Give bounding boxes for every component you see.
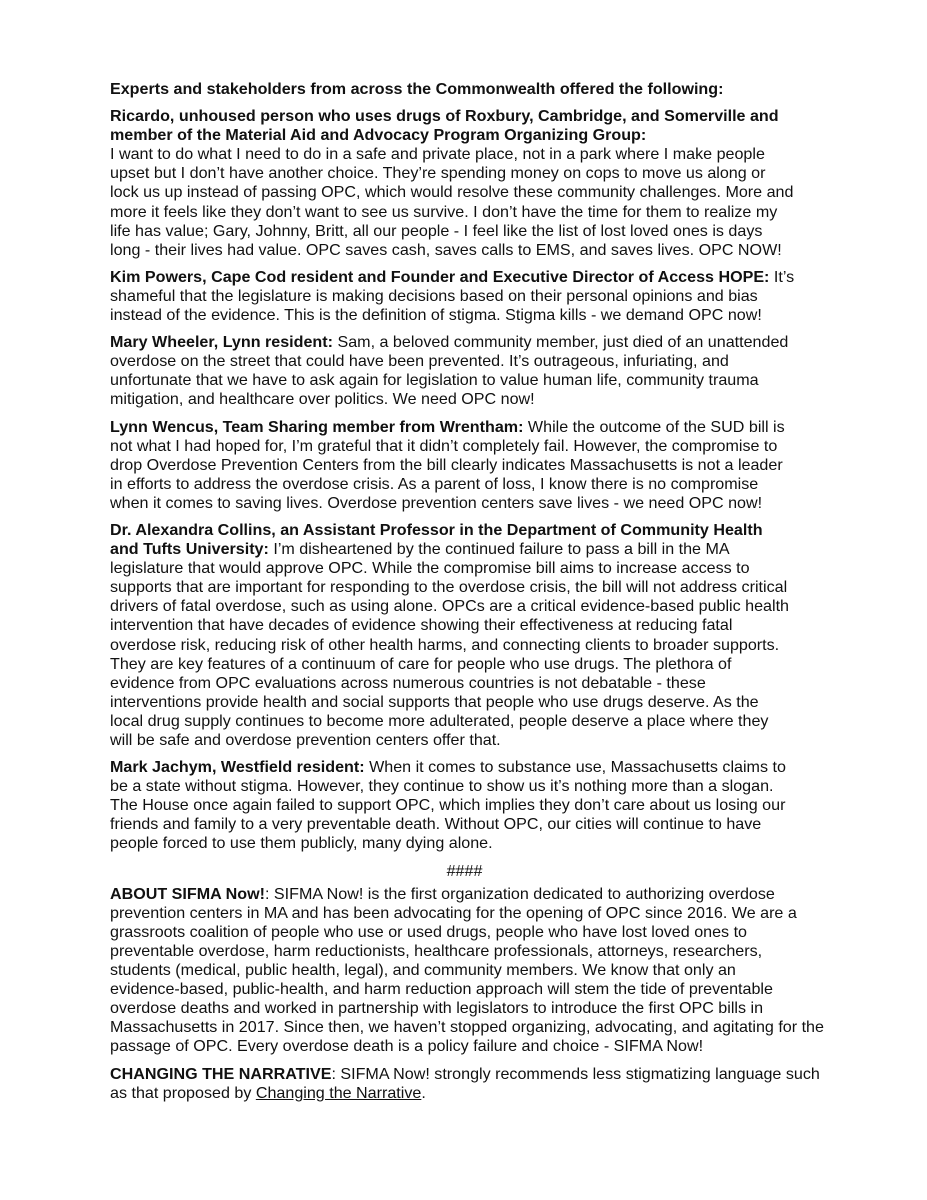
statement-line: I want to do what I need to do in a safe and private place, not in a park where I make people — [110, 145, 765, 164]
statement-line: when it comes to saving lives. Overdose prevention centers save lives - we need OPC now! — [110, 493, 763, 512]
statement-line: life has value; Gary, Johnny, Britt, all our people - I feel like the list of lost loved ones is days — [110, 221, 763, 240]
statement-line: instead of the evidence. This is the definition of stigma. Stigma kills - we demand OPC now! — [110, 306, 762, 325]
about-line: grassroots coalition of people who use or used drugs, people who have lost loved ones to — [110, 922, 747, 941]
statement-line: in efforts to address the overdose crisis. As a parent of loss, I know there is no compromise — [110, 474, 759, 493]
speaker-name: Dr. Alexandra Collins, an Assistant Professor in the Department of Community Health — [110, 520, 763, 539]
about-first-text: : SIFMA Now! is the first organization dedicated to authorizing overdose — [264, 884, 775, 903]
statement-line: supports that are important for responding to the overdose crisis, the bill will not address critical — [110, 578, 788, 597]
narrative-label: CHANGING THE NARRATIVE — [110, 1064, 332, 1083]
statement-text: Sam, a beloved community member, just died of an unattended — [333, 333, 789, 352]
statement-paragraph — [110, 107, 819, 260]
narrative-second-line — [110, 1084, 819, 1103]
statement-line: interventions provide health and social supports that people who use drugs deserve. As the — [110, 692, 759, 711]
speaker-name: member of the Material Aid and Advocacy Program Organizing Group: — [110, 126, 647, 145]
statement-line — [110, 540, 819, 559]
statement-line: evidence from OPC evaluations across numerous countries is not debatable - these — [110, 673, 706, 692]
statement-line: long - their lives had value. OPC saves cash, saves calls to EMS, and saves lives. OPC NOW! — [110, 240, 782, 259]
statement-line: shameful that the legislature is making decisions based on their personal opinions and bias — [110, 286, 758, 305]
speaker-name: Kim Powers, Cape Cod resident and Founder and Executive Director of Access HOPE: — [110, 267, 770, 286]
statement-line: more it feels like they don’t want to see us survive. I don’t have the time for them to realize my — [110, 202, 778, 221]
about-line: students (medical, public health, legal), and community members. We know that only an — [110, 961, 736, 980]
statement-paragraph — [110, 418, 819, 513]
statement-line: drivers of fatal overdose, such as using alone. OPCs are a critical evidence-based public health — [110, 597, 789, 616]
separator: #### — [446, 861, 483, 880]
statement-line — [110, 521, 819, 540]
narrative-suffix: . — [421, 1083, 426, 1102]
statement-line: friends and family to a very preventable death. Without OPC, our cities will continue to have — [110, 815, 762, 834]
about-line: overdose deaths and worked in partnership with legislators to introduce the first OPC bills in — [110, 999, 764, 1018]
statement-paragraph — [110, 521, 819, 750]
statement-line: unfortunate that we have to ask again for legislation to value human life, community trauma — [110, 371, 759, 390]
statements-list — [110, 107, 819, 853]
statement-line: upset but I don’t have another choice. They’re spending money on cops to move us along or — [110, 164, 766, 183]
about-first-line — [110, 885, 819, 904]
statement-line: drop Overdose Prevention Centers from the bill clearly indicates Massachusetts is not a leader — [110, 455, 783, 474]
statement-line: local drug supply continues to become more adulterated, people deserve a place where they — [110, 711, 769, 730]
speaker-name: and Tufts University: — [110, 540, 269, 559]
statement-paragraph — [110, 268, 819, 325]
statement-text: While the outcome of the SUD bill is — [523, 417, 785, 436]
speaker-name: Lynn Wencus, Team Sharing member from Wrentham: — [110, 417, 524, 436]
statement-line: lock us up instead of passing OPC, which would resolve these community challenges. More and — [110, 183, 794, 202]
about-line: evidence-based, public-health, and harm reduction approach will stem the tide of preventable — [110, 980, 773, 999]
statement-line: They are key features of a continuum of care for people who use drugs. The plethora of — [110, 654, 732, 673]
statement-text: I’m disheartened by the continued failure to pass a bill in the MA — [268, 540, 730, 559]
about-sifma-paragraph — [110, 884, 824, 1057]
narrative-prefix: as that proposed by — [110, 1083, 256, 1102]
statement-line: mitigation, and healthcare over politics. We need OPC now! — [110, 390, 535, 409]
statement-line — [110, 268, 819, 287]
statement-paragraph — [110, 333, 819, 409]
speaker-name: Mark Jachym, Westfield resident: — [110, 758, 365, 777]
statement-line: not what I had hoped for, I’m grateful that it didn’t completely fail. However, the compromise to — [110, 436, 778, 455]
about-line: passage of OPC. Every overdose death is a policy failure and choice - SIFMA Now! — [110, 1037, 704, 1056]
statement-line: overdose on the street that could have been prevented. It’s outrageous, infuriating, and — [110, 352, 729, 371]
narrative-first-line — [110, 1065, 819, 1084]
about-line: preventable overdose, harm reductionists, healthcare professionals, attorneys, researchers, — [110, 941, 763, 960]
speaker-name: Mary Wheeler, Lynn resident: — [110, 333, 333, 352]
statement-line: intervention that have decades of evidence showing their effectiveness at reducing fatal — [110, 616, 733, 635]
about-line: Massachusetts in 2017. Since then, we haven’t stopped organizing, advocating, and agitating for the — [110, 1018, 824, 1037]
about-label: ABOUT SIFMA Now! — [110, 884, 265, 903]
statement-line — [110, 126, 819, 145]
statement-line — [110, 107, 819, 126]
changing-the-narrative-link[interactable]: Changing the Narrative — [255, 1083, 422, 1102]
statement-line — [110, 333, 819, 352]
about-body — [110, 903, 824, 1057]
statement-line — [110, 758, 819, 777]
statement-text: It’s — [769, 267, 795, 286]
narrative-first-text: : SIFMA Now! strongly recommends less stigmatizing language such — [331, 1064, 820, 1083]
changing-narrative-paragraph — [110, 1065, 819, 1103]
statement-line: people forced to use them publicly, many dying alone. — [110, 834, 493, 853]
statement-line: be a state without stigma. However, they continue to show us it’s nothing more than a slogan. — [110, 777, 774, 796]
statement-line: The House once again failed to support OPC, which implies they don’t care about us losing our — [110, 796, 786, 815]
statement-line: overdose risk, reducing risk of other health harms, and connecting clients to broader supports. — [110, 635, 780, 654]
statement-paragraph — [110, 758, 819, 853]
statement-text: When it comes to substance use, Massachusetts claims to — [364, 758, 786, 777]
speaker-name: Ricardo, unhoused person who uses drugs of Roxbury, Cambridge, and Somerville and — [110, 107, 779, 126]
statement-line — [110, 418, 819, 437]
section-heading: Experts and stakeholders from across the Commonwealth offered the following: — [110, 80, 724, 98]
about-line: prevention centers in MA and has been advocating for the opening of OPC since 2016. We are a — [110, 903, 797, 922]
statement-line: will be safe and overdose prevention centers offer that. — [110, 731, 501, 749]
statement-line: legislature that would approve OPC. While the compromise bill aims to increase access to — [110, 559, 750, 578]
